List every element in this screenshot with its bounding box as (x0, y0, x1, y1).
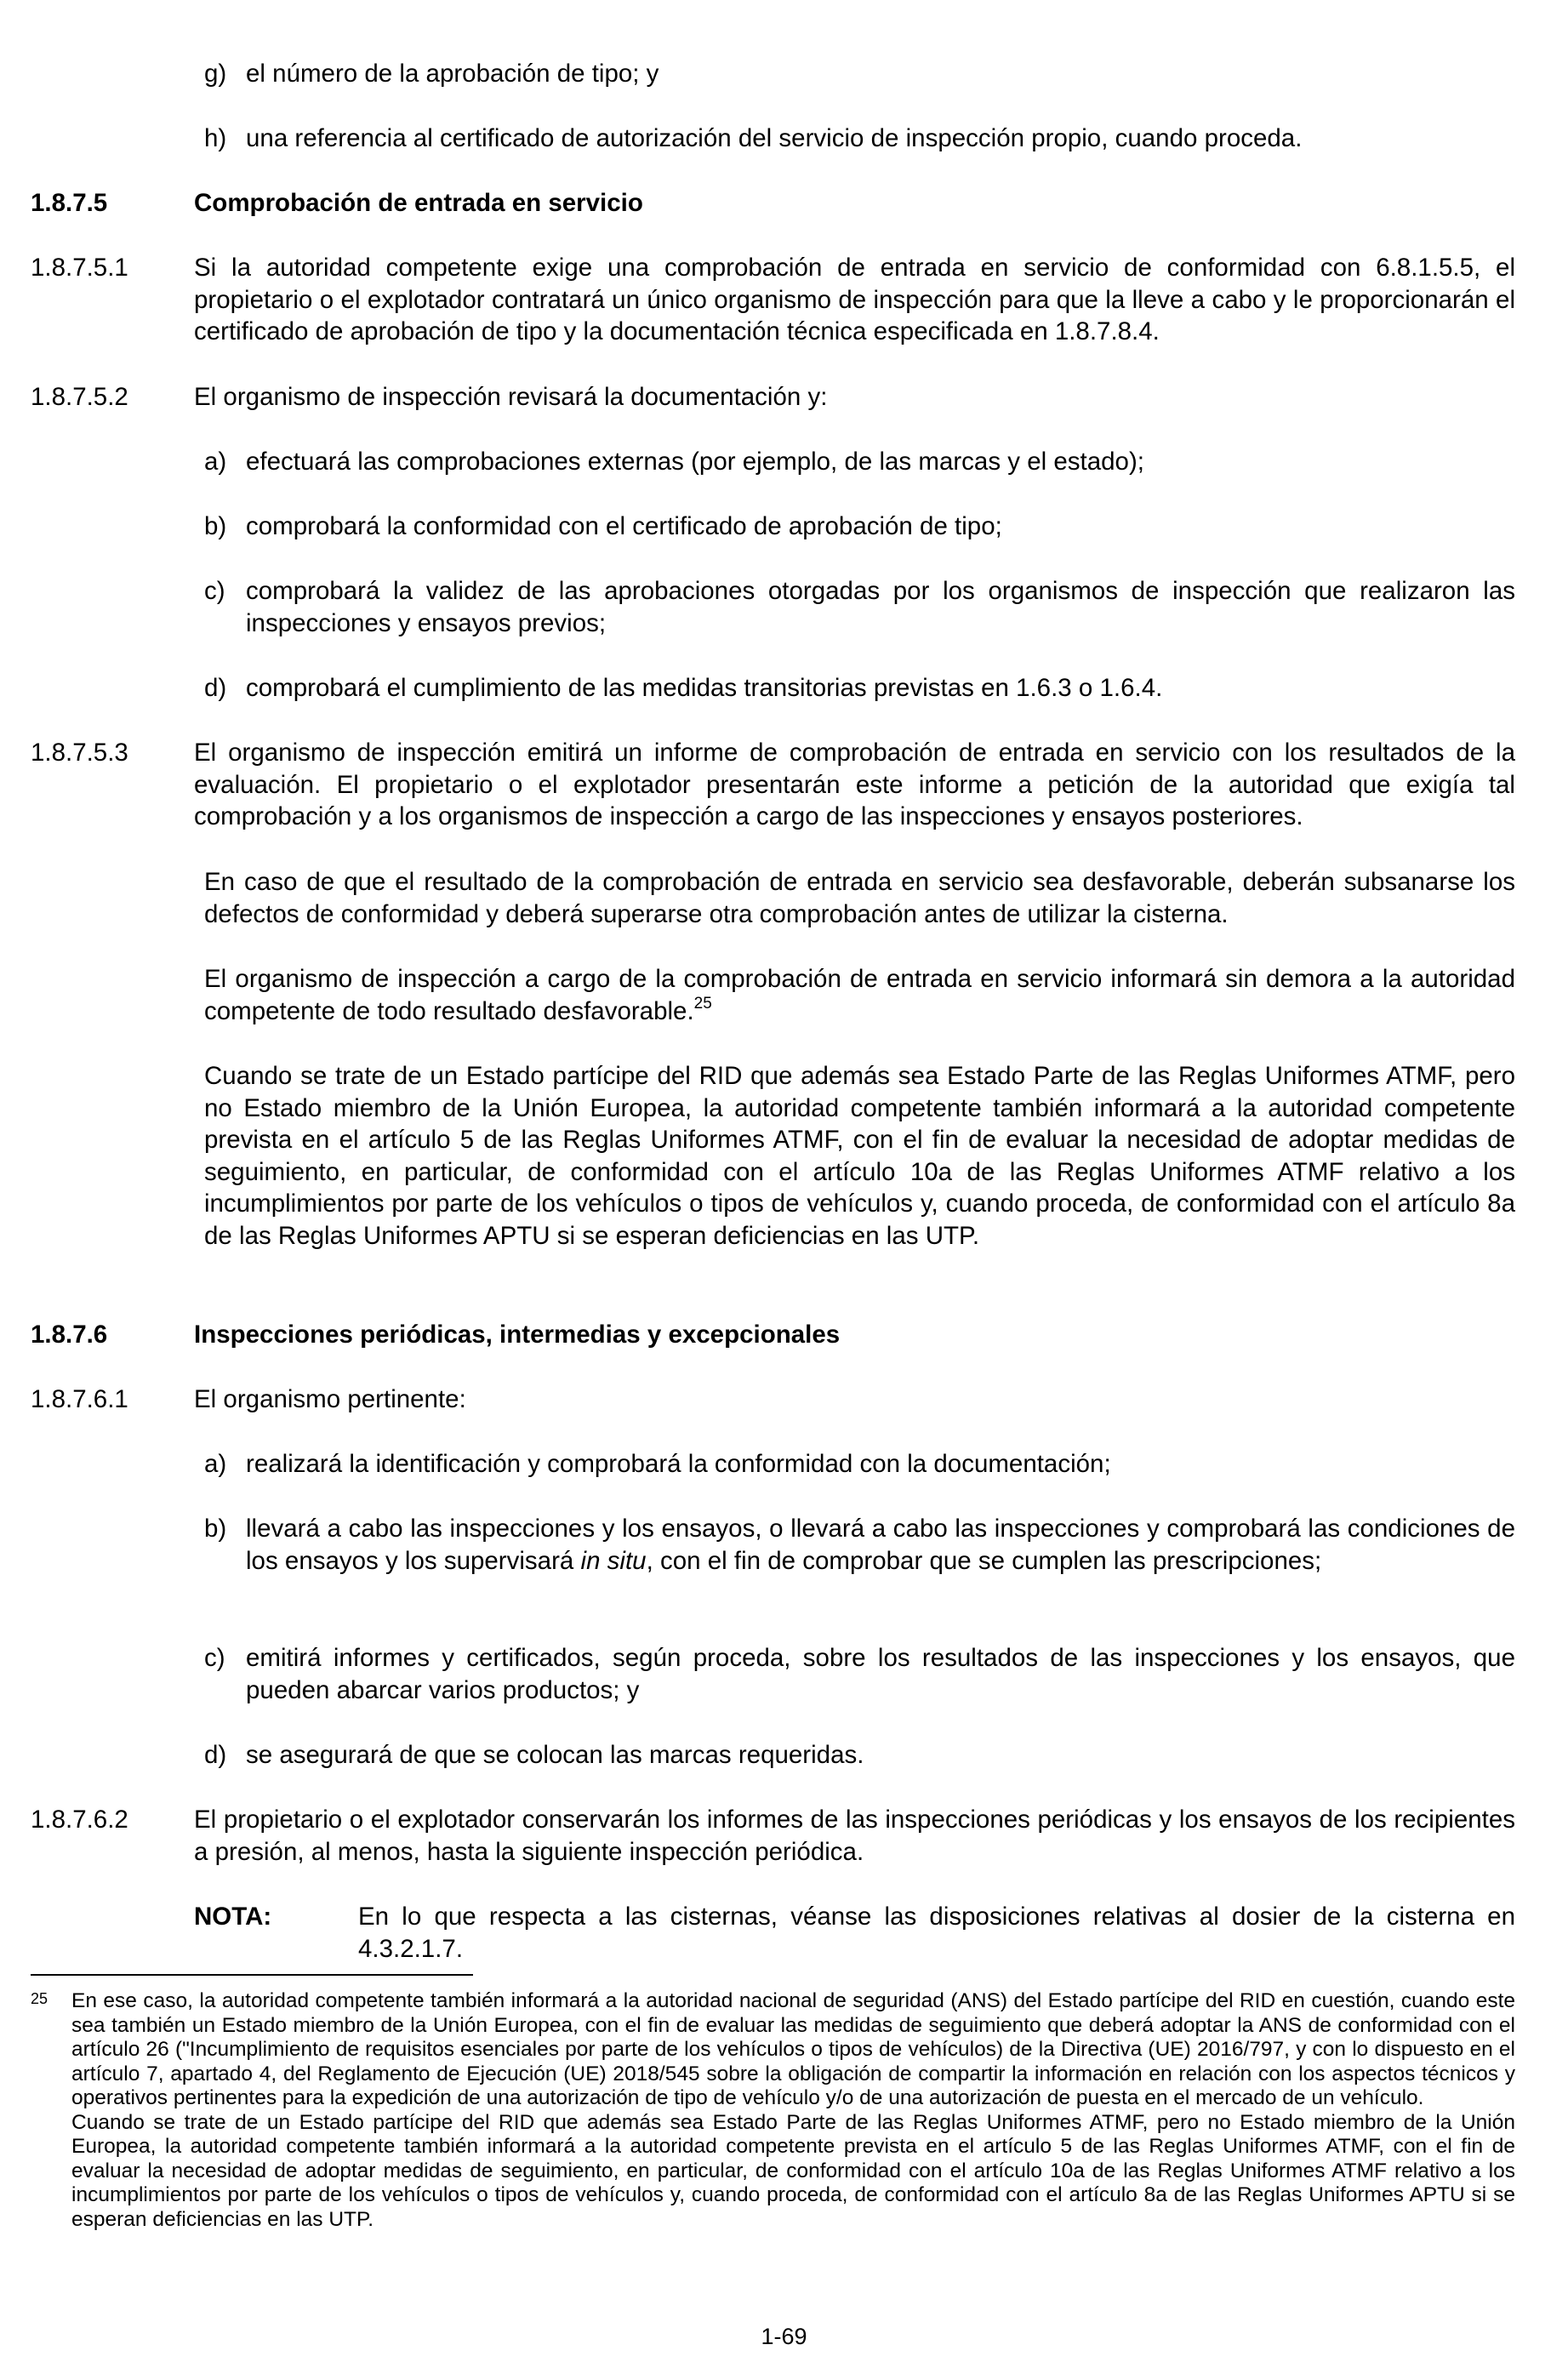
list-item-d (204, 672, 1515, 705)
paragraph-18762: El propietario o el explotador conservarán los informes de las inspecciones periódicas y los ensayos de los recipientes a presión, al menos, hasta la siguiente inspección periódica. (194, 1806, 1515, 1866)
paragraph-18751: Si la autoridad competente exige una comprobación de entrada en servicio de conformidad con 6.8.1.5.5, el propietario o el explotador contratará un único organismo de inspección para que la lleve a cabo y le proporcionarán el certificado de aprobación de tipo y la documentación técnica especificada en 1.8.7.8.4. (194, 254, 1515, 345)
document-page: g) el número de la aprobación de tipo; y h) una referencia al certificado de autorización del servicio de inspección propio, cuando proceda. 1.8.7.5 Comprobación de entrada en servicio 1.8.7.5.1 Si la autoridad competente exige una comprobación de entrada en servicio de conformidad con 6.8.1.5.5, el propietario o el explotador contratará un único organismo de inspección para que la lleve a cabo y le proporcionarán el certificado de aprobación de tipo y la documentación técnica especificada en 1.8.7.8.4. 1.8.7.5.2 El organismo de inspección revisará la documentación y: a) efectuará las comprobaciones externas (por ejemplo, de las marcas y el estado); b) comprobará la conformidad con el certificado de aprobación de tipo; c) comprobará la validez de las aprobaciones otorgadas por los organismos de inspección que realizaron las inspecciones y ensayos previos; d) comprobará el cumplimiento de las medidas transitorias previstas en 1.6.3 o 1.6.4. 1.8.7.5.3 El organismo de inspección emitirá un informe de comprobación de entrada en servicio con los resultados de la evaluación. El propietario o el explotador presentarán este informe a petición de la autoridad que exigía tal comprobación y a los organismos de inspección a cargo de las inspecciones y ensayos posteriores. En caso de que el resultado de la comprobación de entrada en servicio sea desfavorable, deberán subsanarse los defectos de conformidad y deberá superarse otra comprobación antes de utilizar la cisterna. El organismo de inspección a cargo de la comprobación de entrada en servicio informará sin demora a la autoridad competente de todo resultado desfavorable.$^{25}$ Cuando se trate de un Estado partícipe del RID que además sea Estado Parte de las Reglas Uniformes ATMF, pero no Estado miembro de la Unión Europea, la autoridad competente también informará a la autoridad competente prevista en el artículo 5 de las Reglas Uniformes ATMF, con el fin de evaluar la necesidad de adoptar medidas de seguimiento, en particular, de conformidad con el artículo 10a de las Reglas Uniformes ATMF relativo a los incumplimientos por parte de los vehículos o tipos de vehículos y, cuando proceda, de conformidad con el artículo 8a de las Reglas Uniformes APTU si se esperan deficiencias en las UTP. 1.8.7.6 Inspecciones periódicas, intermedias y excepcionales 1.8.7.6.1 El organismo pertinente: a) realizará la identificación y comprobará la conformidad con la documentación; b) llevará a cabo las inspecciones y los ensayos, o llevará a cabo las inspecciones y comprobará las condiciones de los ensayos y los supervisará in situ, con el fin de comprobar que se cumplen las prescripciones; c) emitirá informes y certificados, según proceda, sobre los resultados de las inspecciones y los ensayos, que pueden abarcar varios productos; y d) se asegurará de que se colocan las marcas requeridas. 1.8.7.6.2 El propietario o el explotador conservarán los informes de las inspecciones periódicas y los ensayos de los recipientes a presión, al menos, hasta la siguiente inspección periódica. NOTA: En lo que respecta a las cisternas, véanse las disposiciones relativas al dosier de la cisterna en 4.3.2.1.7. 25 En ese caso, la autoridad competente también informará a la autoridad nacional de seguridad (ANS) del Estado partícipe del RID en cuestión, cuando este sea también un Estado miembro de la Unión Europea, con el fin de evaluar las medidas de seguimiento que deberá adoptar la ANS de conformidad con el artículo 26 ("Incumplimiento de requisitos esenciales por parte de los vehículos o tipos de vehículos) de la Directiva (UE) 2016/797, y con lo dispuesto en el artículo 7, apartado 4, del Reglamento de Ejecución (UE) 2018/545 sobre la obligación de compartir la información en relación con los aspectos técnicos y operativos pertinentes para la expedición de una autorización de tipo de vehículo y/o de una autorización de puesta en el mercado de un vehículo. Cuando se trate de un Estado partícipe del RID que además sea Estado Parte de las Reglas Uniformes ATMF, pero no Estado miembro de la Unión Europea, la autoridad competente también informará a la autoridad competente prevista en el artículo 5 de las Reglas Uniformes ATMF, con el fin de evaluar la necesidad de adoptar medidas de seguimiento, en particular, de conformidad con el artículo 10a de las Reglas Uniformes ATMF relativo a los incumplimientos por parte de los vehículos o tipos de vehículos y, cuando proceda, de conformidad con el artículo 8a de las Reglas Uniformes APTU si se esperan deficiencias en las UTP. 1-69 (0, 0, 1568, 2362)
list-item-text: el número de la aprobación de tipo; y (246, 60, 659, 88)
paragraph-18753: El organismo de inspección emitirá un informe de comprobación de entrada en servicio con los resultados de la evaluación. El propietario o el explotador presentarán este informe a petición de la autoridad que exigía tal comprobación y a los organismos de inspección a cargo de las inspecciones y ensayos posteriores. (194, 739, 1515, 830)
section-title: Comprobación de entrada en servicio (194, 189, 643, 217)
list-item-a (204, 446, 1515, 478)
list-item-a (204, 1448, 1515, 1481)
list-item-label: c) (204, 1644, 225, 1672)
note (194, 1901, 1515, 1965)
list-item-label: b) (204, 1515, 227, 1543)
list-item-text: llevará a cabo las inspecciones y los ensayos, o llevará a cabo las inspecciones y comprobará las condiciones de los ensayos y los supervisará in situ, con el fin de comprobar que se cumplen las prescripciones; (246, 1515, 1515, 1575)
list-item-label: a) (204, 448, 227, 476)
note-label: NOTA: (194, 1903, 272, 1931)
list-item-text: comprobará la validez de las aprobaciones otorgadas por los organismos de inspección que realizaron las inspecciones y ensayos previos; (246, 577, 1515, 637)
list-item-g (204, 58, 1515, 90)
paragraph-18761: El organismo pertinente: (194, 1385, 466, 1413)
list-item-text: se asegurará de que se colocan las marcas requeridas. (246, 1741, 864, 1769)
list-item-text: comprobará la conformidad con el certificado de aprobación de tipo; (246, 512, 1002, 540)
section-number: 1.8.7.6 (31, 1321, 108, 1349)
list-item-b (204, 511, 1515, 543)
paragraph-18753-p4: Cuando se trate de un Estado partícipe del RID que además sea Estado Parte de las Reglas Uniformes ATMF, pero no Estado miembro de la Unión Europea, la autoridad competente también informará a la autoridad competente prevista en el artículo 5 de las Reglas Uniformes ATMF, con el fin de evaluar la necesidad de adoptar medidas de seguimiento, en particular, de conformidad con el artículo 10a de las Reglas Uniformes ATMF relativo a los incumplimientos por parte de los vehículos o tipos de vehículos y, cuando proceda, de conformidad con el artículo 8a de las Reglas Uniformes APTU si se esperan deficiencias en las UTP. (204, 1062, 1515, 1250)
list-item-d (204, 1739, 1515, 1772)
section-number: 1.8.7.5 (31, 189, 108, 217)
paragraph-18753-p3: El organismo de inspección a cargo de la comprobación de entrada en servicio informará sin demora a la autoridad competente de todo resultado desfavorable.$^{25}$ (204, 965, 1515, 1025)
footnote-paragraph-2: Cuando se trate de un Estado partícipe del RID que además sea Estado Parte de las Reglas Uniformes ATMF, pero no Estado miembro de la Unión Europea, la autoridad competente también informará a la autoridad competente prevista en el artículo 5 de las Reglas Uniformes ATMF, con el fin de evaluar la necesidad de adoptar medidas de seguimiento, en particular, de conformidad con el artículo 10a de las Reglas Uniformes ATMF relativo a los incumplimientos por parte de los vehículos o tipos de vehículos y, cuando proceda, de conformidad con el artículo 8a de las Reglas Uniformes APTU si se esperan deficiencias en las UTP. (71, 2110, 1515, 2231)
list-item-label: g) (204, 60, 227, 88)
paragraph-18753-p2: En caso de que el resultado de la comprobación de entrada en servicio sea desfavorable, deberán subsanarse los defectos de conformidad y deberá superarse otra comprobación antes de utilizar la cisterna. (204, 868, 1515, 928)
list-item-text: realizará la identificación y comprobará la conformidad con la documentación; (246, 1450, 1111, 1478)
section-title: Inspecciones periódicas, intermedias y excepcionales (194, 1321, 841, 1349)
list-item-label: c) (204, 577, 225, 605)
list-item-text: emitirá informes y certificados, según proceda, sobre los resultados de las inspecciones y los ensayos, que pueden abarcar varios productos; y (246, 1644, 1515, 1704)
list-item-label: d) (204, 674, 227, 702)
list-item-h (204, 123, 1515, 155)
list-item-text: comprobará el cumplimiento de las medidas transitorias previstas en 1.6.3 o 1.6.4. (246, 674, 1163, 702)
list-item-b (204, 1513, 1515, 1577)
list-item-c (204, 1642, 1515, 1706)
list-item-label: b) (204, 512, 227, 540)
paragraph-18752: El organismo de inspección revisará la documentación y: (194, 383, 828, 411)
list-item-label: a) (204, 1450, 227, 1478)
footnote (31, 1989, 1515, 2232)
list-item-label: h) (204, 124, 227, 152)
list-item-label: d) (204, 1741, 227, 1769)
footnote-reference[interactable]: 25 (693, 994, 712, 1013)
list-item-c (204, 575, 1515, 639)
footnote-separator (31, 1974, 473, 1976)
footnote-mark: 25 (31, 1990, 48, 2007)
list-item-text: efectuará las comprobaciones externas (por ejemplo, de las marcas y el estado); (246, 448, 1144, 476)
note-text: En lo que respecta a las cisternas, véanse las disposiciones relativas al dosier de la cisterna en 4.3.2.1.7. (358, 1903, 1515, 1963)
footnote-paragraph-1: En ese caso, la autoridad competente también informará a la autoridad nacional de seguridad (ANS) del Estado partícipe del RID en cuestión, cuando este sea también un Estado miembro de la Unión Europea, con el fin de evaluar las medidas de seguimiento que deberá adoptar la ANS de conformidad con el artículo 26 ("Incumplimiento de requisitos esenciales por parte de los vehículos o tipos de vehículos) de la Directiva (UE) 2016/797, y con lo dispuesto en el artículo 7, apartado 4, del Reglamento de Ejecución (UE) 2018/545 sobre la obligación de compartir la información en relación con los aspectos técnicos y operativos pertinentes para la expedición de una autorización de tipo de vehículo y/o de una autorización de puesta en el mercado de un vehículo. (71, 1989, 1515, 2109)
italic-term: in situ (580, 1546, 647, 1575)
list-item-text: una referencia al certificado de autorización del servicio de inspección propio, cuando proceda. (246, 124, 1303, 152)
page-number: 1-69 (761, 2324, 807, 2349)
